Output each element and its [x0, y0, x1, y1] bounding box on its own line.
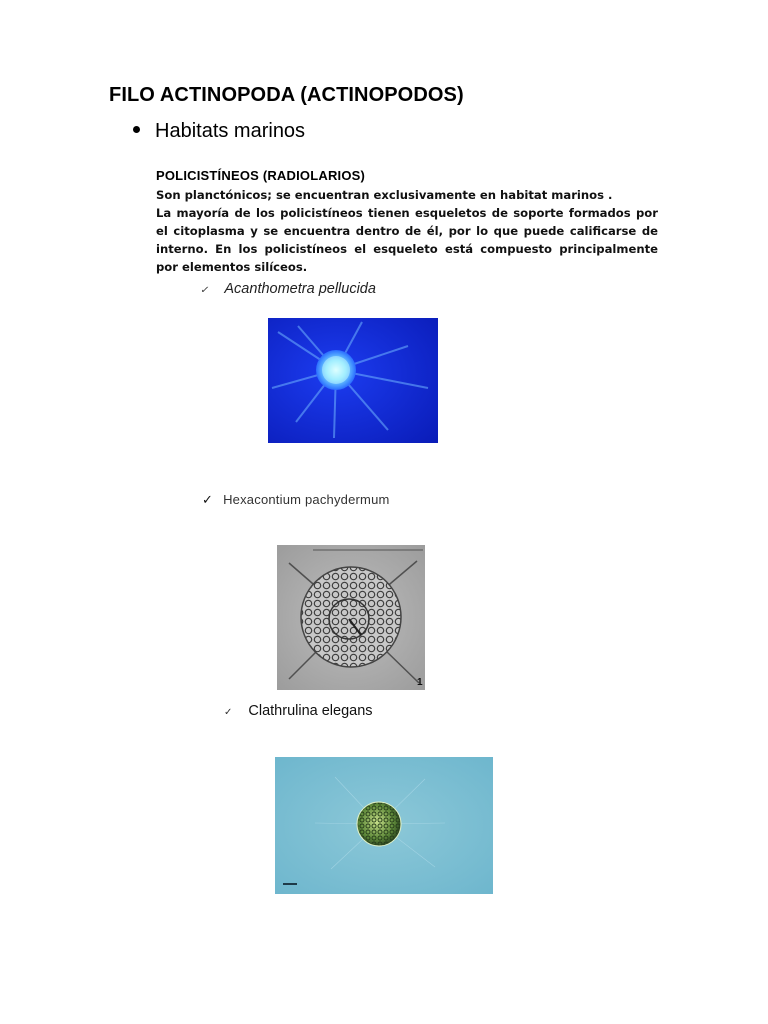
section-heading: POLICISTÍNEOS (RADIOLARIOS) [156, 168, 366, 183]
check-icon: ✓ [202, 492, 214, 507]
section-paragraph [156, 186, 658, 276]
figure-number: 1 [417, 677, 423, 688]
species-name-1: Acanthometra pellucida [224, 281, 376, 297]
check-icon: ✓ [200, 285, 209, 296]
species-item-3 [224, 703, 373, 719]
hexacontium-photo [277, 545, 425, 690]
clathrulina-photo [275, 757, 493, 894]
paragraph-line-2: La mayoría de los policistíneos tienen esqueletos de soporte formados por el citoplasma y se encuentra dentro de él, por lo que puede calificarse de interno. En los policistíneos el esqueleto está compuesto principalmente por elementos silíceos. [156, 206, 658, 274]
bullet-item [133, 120, 305, 143]
species-item-2 [202, 492, 390, 508]
paragraph-line-1: Son planctónicos; se encuentran exclusivamente en habitat marinos . [156, 188, 613, 202]
acanthometra-photo [268, 318, 438, 443]
check-icon: ✓ [224, 707, 233, 718]
species-name-2: Hexacontium pachydermum [223, 492, 390, 507]
bullet-text: Habitats marinos [155, 120, 306, 142]
species-name-3: Clathrulina elegans [248, 703, 373, 719]
document-title: FILO ACTINOPODA (ACTINOPODOS) [109, 84, 464, 106]
species-item-1 [200, 281, 376, 297]
bullet-dot-icon [133, 126, 140, 133]
